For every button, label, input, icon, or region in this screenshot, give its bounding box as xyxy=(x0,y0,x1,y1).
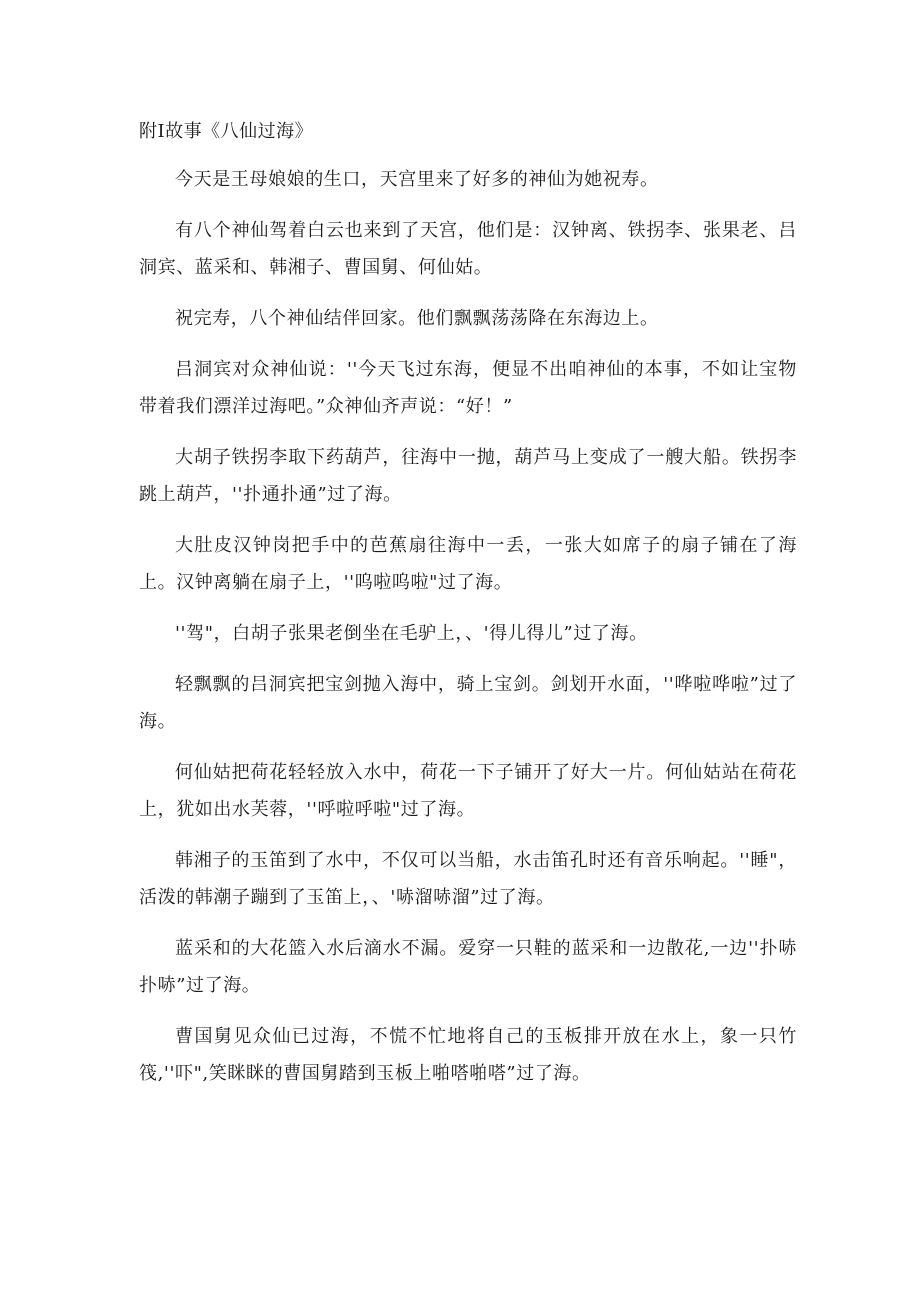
paragraph-lu-dongbin-proposal: 吕洞宾对众神仙说：''今天飞过东海，便显不出咱神仙的本事，不如让宝物带着我们漂洋过海吧。”众神仙齐声说：“好！” xyxy=(139,359,797,417)
paragraph-han-xiangzi: 韩湘子的玉笛到了水中，不仅可以当船，水击笛孔时还有音乐响起。''睡"，活泼的韩潮子蹦到了玉笛上，、'哧溜哧溜”过了海。 xyxy=(139,850,797,908)
paragraph-zhang-guolao: ''驾"，白胡子张果老倒坐在毛驴上，、'得儿得儿”过了海。 xyxy=(175,623,648,644)
paragraph-birthday: 今天是王母娘娘的生口，天宫里来了好多的神仙为她祝寿。 xyxy=(175,169,659,190)
document-title: 附I故事《八仙过海》 xyxy=(139,121,314,142)
paragraph-eight-immortals: 有八个神仙驾着白云也来到了天宫，他们是：汉钟离、铁拐李、张果老、吕洞宾、蓝采和、韩湘子、曹国舅、何仙姑。 xyxy=(139,220,797,278)
paragraph-lan-caihe: 蓝采和的大花篮入水后滴水不漏。爱穿一只鞋的蓝采和一边散花,一边''扑哧扑哧”过了海。 xyxy=(139,938,797,996)
document-body xyxy=(139,117,797,1106)
paragraph-lu-dongbin-sword: 轻飘飘的吕洞宾把宝剑抛入海中，骑上宝剑。剑划开水面，''哗啦哗啦”过了海。 xyxy=(139,674,797,732)
paragraph-tieguai-li: 大胡子铁拐李取下药葫芦，往海中一抛，葫芦马上变成了一艘大船。铁拐李跳上葫芦，''扑通扑通”过了海。 xyxy=(139,447,797,505)
paragraph-he-xiangu: 何仙姑把荷花轻轻放入水中，荷花一下子铺开了好大一片。何仙姑站在荷花上，犹如出水芙蓉，''呼啦呼啦"过了海。 xyxy=(139,762,797,820)
paragraph-return-home: 祝完寿，八个神仙结伴回家。他们飘飘荡荡降在东海边上。 xyxy=(175,308,659,329)
paragraph-cao-guojiu: 曹国舅见众仙已过海，不慌不忙地将自己的玉板排开放在水上，象一只竹筏,''吓",笑眯眯的曹国舅踏到玉板上啪嗒啪嗒”过了海。 xyxy=(139,1026,797,1084)
paragraph-han-zhongli: 大肚皮汉钟岗把手中的芭蕉扇往海中一丢，一张大如席子的扇子铺在了海上。汉钟离躺在扇子上，''呜啦呜啦"过了海。 xyxy=(139,535,797,593)
